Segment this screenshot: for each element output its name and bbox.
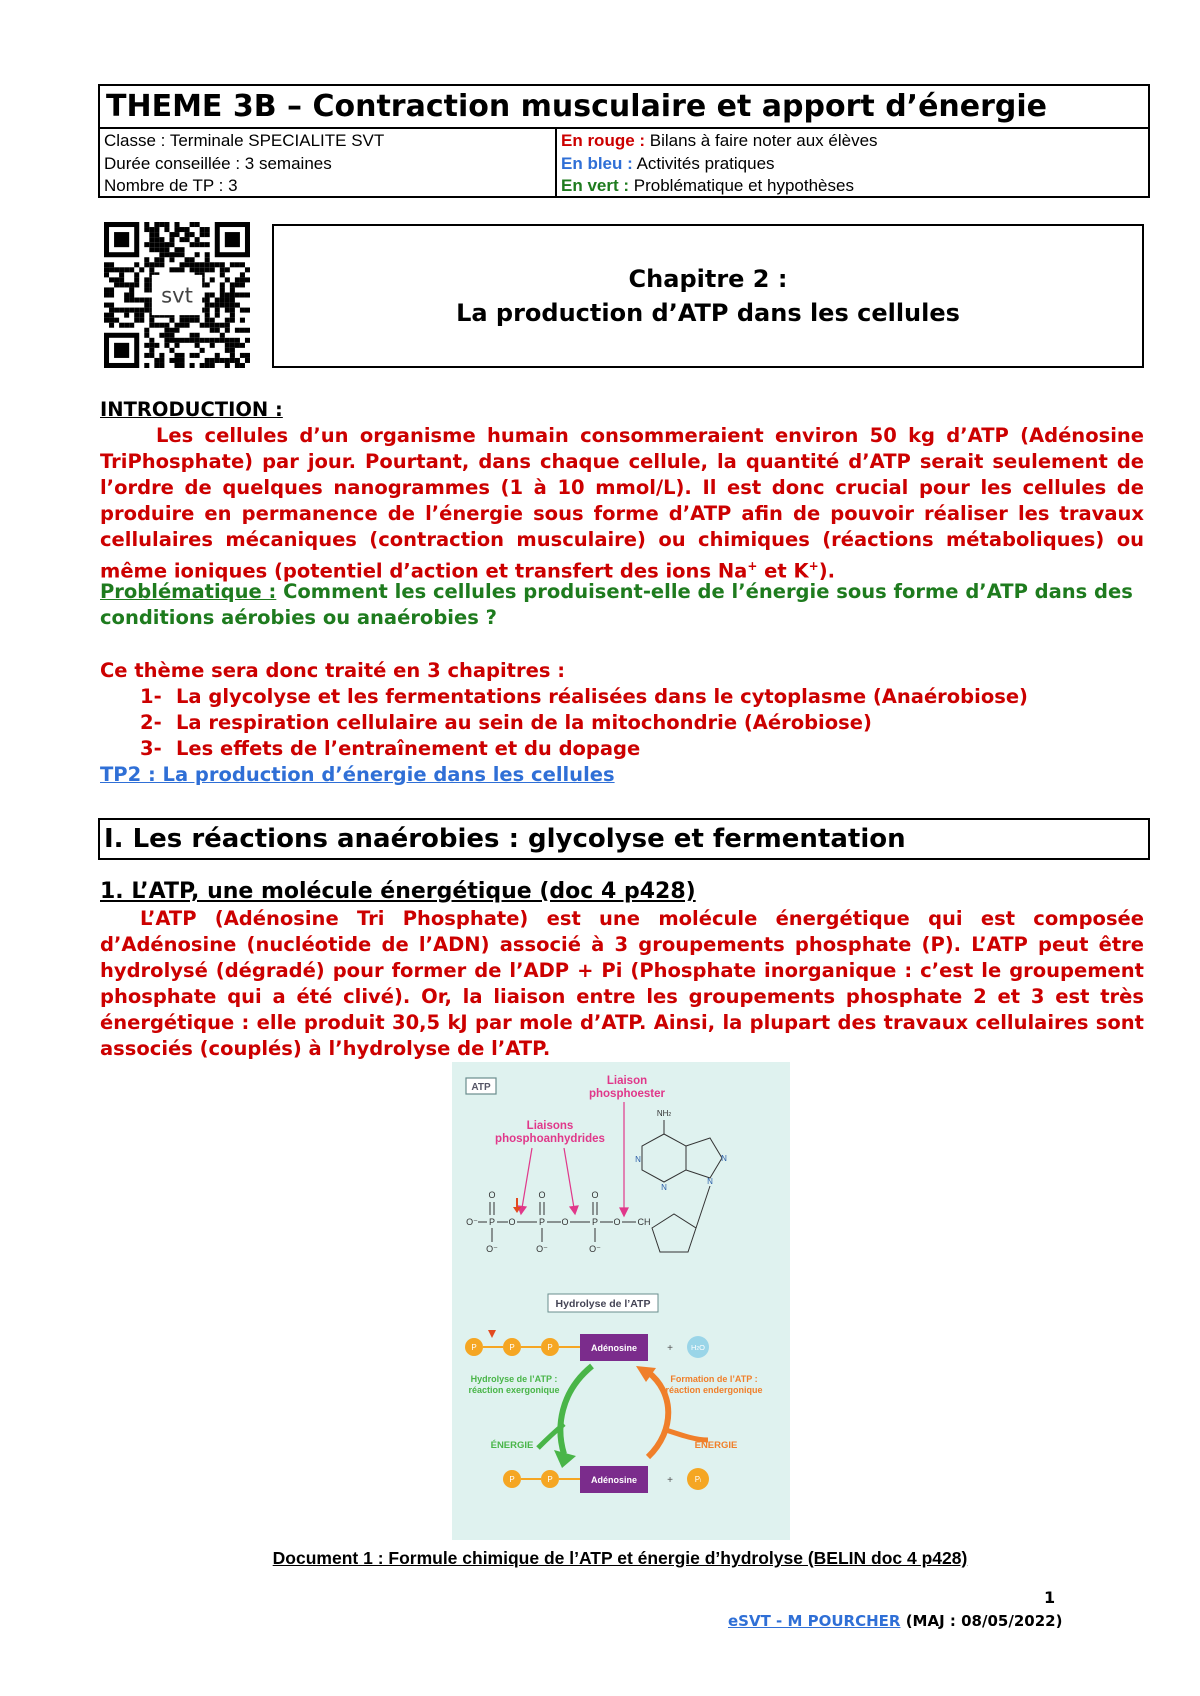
svg-text:P: P — [538, 1217, 546, 1227]
page-number: 1 — [1044, 1588, 1056, 1607]
atp-tag: ATP — [471, 1082, 491, 1093]
svg-text:N: N — [635, 1155, 641, 1164]
tp-count-line: Nombre de TP : 3 — [104, 176, 238, 195]
author-link[interactable]: eSVT - M POURCHER — [728, 1612, 901, 1630]
subsection-1-title: 1. L’ATP, une molécule énergétique (doc 4 p428) — [100, 879, 696, 904]
svg-text:ÉNERGIE: ÉNERGIE — [490, 1440, 534, 1451]
duration-line: Durée conseillée : 3 semaines — [104, 154, 332, 173]
plan-intro: Ce thème sera donc traité en 3 chapitres : — [100, 659, 566, 682]
update-date: (MAJ : 08/05/2022) — [900, 1612, 1063, 1630]
hydrolysis-title: Hydrolyse de l’ATP — [555, 1298, 651, 1310]
svg-text:N: N — [707, 1177, 713, 1186]
legend-blue: En bleu : Activités pratiques — [561, 154, 775, 173]
qr-logo-text: svt — [161, 282, 193, 308]
chapter-box — [272, 224, 1144, 368]
svg-text:Formation de l’ATP :: Formation de l’ATP : — [670, 1374, 758, 1384]
atp-figure — [452, 1062, 790, 1540]
svg-text:P: P — [488, 1217, 496, 1227]
svg-text:O: O — [591, 1190, 599, 1200]
svg-text:P: P — [471, 1343, 477, 1352]
plan-item-3: 3- Les effets de l’entraînement et du dopage — [140, 737, 641, 760]
svg-text:O⁻: O⁻ — [486, 1244, 498, 1254]
svg-text:réaction exergonique: réaction exergonique — [468, 1385, 560, 1395]
svg-text:H2O: H2O — [690, 1343, 706, 1352]
legend-green: En vert : Problématique et hypothèses — [561, 176, 854, 195]
figure-caption: Document 1 : Formule chimique de l’ATP et énergie d’hydrolyse (BELIN doc 4 p428) — [272, 1548, 968, 1568]
tp2-link[interactable]: TP2 : La production d’énergie dans les cellules — [100, 763, 615, 786]
label-phosphoester-2: phosphoester — [588, 1088, 666, 1100]
footer-credit — [728, 1612, 1062, 1630]
svg-text:+: + — [667, 1475, 673, 1486]
intro-paragraph: Les cellules d’un organisme humain consommeraient environ 50 kg d’ATP (Adénosine TriPhosphate) par jour. Pourtant, dans chaque cellule, la quantité d’ATP serait seulement de l’ordre de quelques nanogrammes (1 à 10 mmol/L). Il est donc crucial pour les cellules de produire en permanence de l’énergie sous forme d’ATP afin de pouvoir réaliser les travaux cellulaires mécaniques (contraction musculaire) ou chimiques (réactions métaboliques) ou même ioniques (potentiel d’action et transfert des ions Na+ et K+). — [100, 424, 1144, 583]
svg-text:P: P — [509, 1343, 515, 1352]
svg-text:P: P — [547, 1343, 553, 1352]
svg-text:O: O — [488, 1190, 496, 1200]
header-column-divider — [555, 127, 557, 196]
class-line: Classe : Terminale SPECIALITE SVT — [104, 131, 385, 150]
svg-text:O: O — [508, 1217, 516, 1227]
svg-text:ÉNERGIE: ÉNERGIE — [694, 1440, 738, 1451]
header-box — [98, 84, 1150, 198]
nh2-label: NH2 — [656, 1109, 672, 1118]
label-anhydride-2: phosphoanhydrides — [495, 1133, 605, 1145]
label-anhydride-1: Liaisons — [526, 1120, 574, 1132]
svg-text:Hydrolyse de l’ATP :: Hydrolyse de l’ATP : — [470, 1374, 558, 1384]
svg-text:+: + — [667, 1343, 673, 1354]
svg-text:N: N — [661, 1183, 667, 1192]
svg-text:Adénosine: Adénosine — [590, 1343, 638, 1353]
svg-text:P: P — [591, 1217, 599, 1227]
plan-item-1: 1- La glycolyse et les fermentations réalisées dans le cytoplasme (Anaérobiose) — [140, 685, 1028, 708]
svg-text:O⁻: O⁻ — [589, 1244, 601, 1254]
subsection-1-text: L’ATP (Adénosine Tri Phosphate) est une molécule énergétique qui est composée d’Adénosine (nucléotide de l’ADN) associé à 3 groupements phosphate (P). L’ATP peut être hydrolysé (dégradé) pour former de l’ADP + Pi (Phosphate inorganique : c’est le groupement phosphate qui a été clivé). Or, la liaison entre les groupements phosphate 2 et 3 est très énergétique : elle produit 30,5 kJ par mole d’ATP. Ainsi, la plupart des travaux cellulaires sont associés (couplés) à l’hydrolyse de l’ATP. — [100, 907, 1144, 1060]
svg-text:N: N — [721, 1154, 727, 1163]
theme-title: THEME 3B – Contraction musculaire et apport d’énergie — [106, 89, 1048, 124]
plan-item-2: 2- La respiration cellulaire au sein de la mitochondrie (Aérobiose) — [140, 711, 872, 734]
svg-text:réaction endergonique: réaction endergonique — [665, 1385, 763, 1395]
svg-text:O⁻: O⁻ — [536, 1244, 548, 1254]
section-1-title: I. Les réactions anaérobies : glycolyse et fermentation — [98, 818, 1150, 860]
svg-text:O⁻: O⁻ — [466, 1217, 478, 1227]
svg-text:P: P — [509, 1475, 515, 1484]
problematique: Problématique : Comment les cellules produisent-elle de l’énergie sous forme d’ATP dans des conditions aérobies ou anaérobies ? — [100, 580, 1133, 629]
qr-code-image — [104, 222, 250, 368]
legend-red: En rouge : Bilans à faire noter aux élèves — [561, 131, 878, 150]
svg-text:O: O — [538, 1190, 546, 1200]
svg-text:O: O — [613, 1217, 621, 1227]
label-phosphoester-1: Liaison — [606, 1075, 648, 1087]
chapter-number: Chapitre 2 : — [628, 265, 788, 293]
svg-text:Pi: Pi — [694, 1475, 702, 1484]
intro-heading: INTRODUCTION : — [100, 398, 283, 421]
svg-text:O: O — [561, 1217, 569, 1227]
chapter-title: La production d’ATP dans les cellules — [456, 299, 960, 327]
svg-text:Adénosine: Adénosine — [590, 1475, 638, 1485]
svg-text:CH: CH — [637, 1217, 651, 1227]
svg-text:P: P — [547, 1475, 553, 1484]
